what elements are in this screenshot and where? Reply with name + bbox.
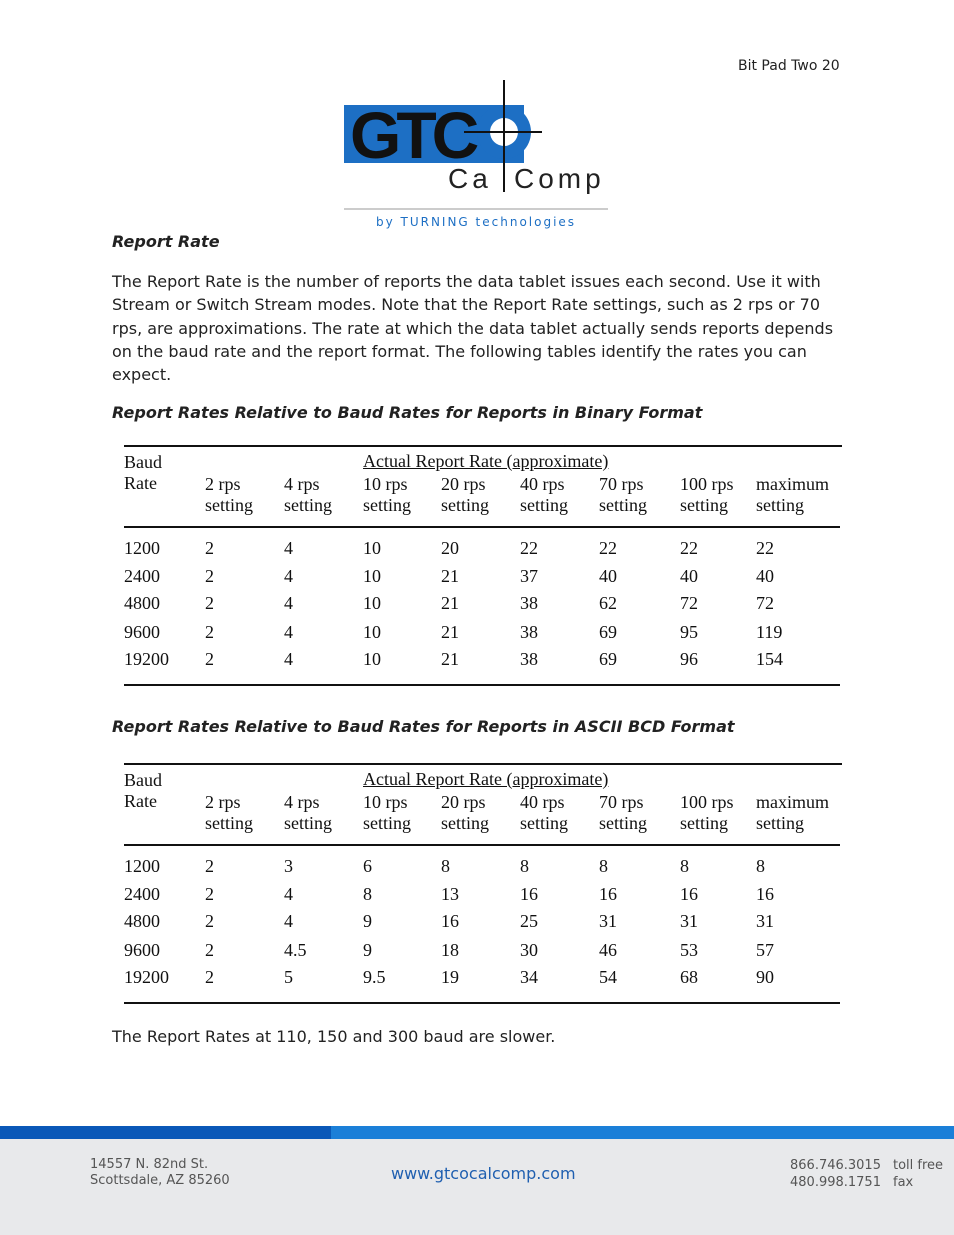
report-rate-cell: 21 (441, 622, 459, 642)
baud-rate-cell: 4800 (124, 593, 160, 613)
report-rate-cell: 31 (756, 911, 774, 931)
report-rate-cell: 20 (441, 538, 459, 558)
report-rate-cell: 62 (599, 593, 617, 613)
header-line: 70 rps (599, 474, 644, 494)
header-line: 40 rps (520, 792, 565, 812)
report-rate-cell: 46 (599, 940, 617, 960)
table-rule (124, 844, 840, 846)
baud-rate-cell: 1200 (124, 856, 160, 876)
report-rate-cell: 4 (284, 884, 293, 904)
report-rate-cell: 69 (599, 649, 617, 669)
header-line: Baud (124, 452, 162, 472)
report-rate-cell: 40 (599, 566, 617, 586)
report-rate-cell: 2 (205, 538, 214, 558)
report-rate-cell: 10 (363, 622, 381, 642)
report-rate-cell: 31 (599, 911, 617, 931)
header-line: setting (520, 813, 568, 833)
header-line: 70 rps (599, 792, 644, 812)
report-rate-cell: 69 (599, 622, 617, 642)
report-rate-cell: 4 (284, 649, 293, 669)
fax-number: 480.998.1751 (790, 1174, 881, 1190)
report-rate-cell: 4 (284, 566, 293, 586)
report-rate-cell: 21 (441, 566, 459, 586)
group-header-label: Actual Report Rate (approximate) (363, 769, 609, 789)
header-line: setting (756, 813, 804, 833)
header-line: 4 rps (284, 792, 320, 812)
report-rate-cell: 31 (680, 911, 698, 931)
report-rate-cell: 96 (680, 649, 698, 669)
website-link[interactable]: www.gtcocalcomp.com (391, 1164, 576, 1183)
baud-rate-cell: 19200 (124, 967, 169, 987)
header-line: 20 rps (441, 792, 486, 812)
column-header (680, 792, 734, 834)
header-line: setting (441, 495, 489, 515)
report-rate-cell: 38 (520, 649, 538, 669)
report-rate-cell: 22 (520, 538, 538, 558)
report-rate-cell: 21 (441, 649, 459, 669)
svg-text:Ca: Ca (448, 163, 492, 194)
report-rate-cell: 2 (205, 967, 214, 987)
header-line: setting (756, 495, 804, 515)
column-header (756, 792, 829, 834)
baud-rate-cell: 9600 (124, 940, 160, 960)
header-line: Baud (124, 770, 162, 790)
column-header (520, 474, 568, 516)
report-rate-cell: 10 (363, 649, 381, 669)
baud-rate-cell: 9600 (124, 622, 160, 642)
baud-rate-cell: 2400 (124, 884, 160, 904)
header-line: setting (363, 813, 411, 833)
gtco-calcomp-logo (344, 80, 612, 232)
report-rate-cell: 2 (205, 856, 214, 876)
column-header (205, 792, 253, 834)
report-rate-cell: 10 (363, 593, 381, 613)
header-line: setting (599, 813, 647, 833)
header-line: setting (284, 495, 332, 515)
footer-phones (790, 1158, 881, 1191)
report-rate-cell: 38 (520, 593, 538, 613)
header-line: setting (680, 495, 728, 515)
report-rate-cell: 4 (284, 538, 293, 558)
header-line: setting (599, 495, 647, 515)
report-rate-cell: 16 (680, 884, 698, 904)
header-line: setting (441, 813, 489, 833)
footer-phone-labels (893, 1158, 943, 1191)
report-rate-cell: 8 (680, 856, 689, 876)
report-rate-cell: 3 (284, 856, 293, 876)
report-rate-cell: 16 (599, 884, 617, 904)
report-rate-cell: 16 (520, 884, 538, 904)
svg-text:by TURNING technologies: by TURNING technologies (375, 215, 577, 229)
group-header-label: Actual Report Rate (approximate) (363, 451, 609, 471)
report-rate-cell: 53 (680, 940, 698, 960)
column-header (441, 474, 489, 516)
report-rate-cell: 8 (520, 856, 529, 876)
header-line: 4 rps (284, 474, 320, 494)
report-rate-cell: 10 (363, 538, 381, 558)
svg-text:Comp: Comp (514, 163, 605, 194)
header-line: 2 rps (205, 792, 241, 812)
report-rate-cell: 9 (363, 940, 372, 960)
column-header (284, 474, 332, 516)
column-header (284, 792, 332, 834)
header-line: Rate (124, 791, 157, 811)
header-line: setting (680, 813, 728, 833)
table-rule (124, 684, 840, 686)
report-rate-cell: 4.5 (284, 940, 307, 960)
report-rate-cell: 2 (205, 940, 214, 960)
report-rate-cell: 22 (756, 538, 774, 558)
column-header-baud-rate (124, 770, 162, 812)
report-rate-cell: 90 (756, 967, 774, 987)
report-rate-cell: 8 (599, 856, 608, 876)
report-rate-cell: 9.5 (363, 967, 386, 987)
report-rate-cell: 119 (756, 622, 783, 642)
report-rate-cell: 25 (520, 911, 538, 931)
column-header (520, 792, 568, 834)
table-rule (124, 1002, 840, 1004)
phone-label: toll free (893, 1158, 944, 1173)
closing-note: The Report Rates at 110, 150 and 300 baud are slower. (112, 1027, 556, 1046)
footer-accent-bar (0, 1126, 331, 1139)
phone-number: 866.746.3015 (790, 1158, 881, 1173)
column-header (680, 474, 734, 516)
baud-rate-cell: 4800 (124, 911, 160, 931)
report-rate-cell: 21 (441, 593, 459, 613)
report-rate-cell: 16 (756, 884, 774, 904)
report-rate-cell: 8 (441, 856, 450, 876)
header-line: setting (363, 495, 411, 515)
page-footer (0, 1126, 954, 1235)
report-rate-cell: 2 (205, 566, 214, 586)
report-rate-cell: 5 (284, 967, 293, 987)
report-rate-cell: 54 (599, 967, 617, 987)
report-rate-cell: 57 (756, 940, 774, 960)
report-rate-cell: 72 (680, 593, 698, 613)
header-line: 100 rps (680, 474, 734, 494)
report-rate-cell: 22 (599, 538, 617, 558)
header-line: setting (284, 813, 332, 833)
table-rule (124, 445, 842, 447)
report-rate-cell: 2 (205, 884, 214, 904)
report-rate-cell: 2 (205, 622, 214, 642)
header-line: setting (205, 495, 253, 515)
report-rate-cell: 13 (441, 884, 459, 904)
baud-rate-cell: 1200 (124, 538, 160, 558)
header-line: 100 rps (680, 792, 734, 812)
address-line: Scottsdale, AZ 85260 (90, 1172, 230, 1188)
header-line: 10 rps (363, 474, 408, 494)
column-header (756, 474, 829, 516)
table-rule (124, 526, 840, 528)
report-rate-cell: 2 (205, 911, 214, 931)
report-rate-cell: 30 (520, 940, 538, 960)
report-rate-cell: 40 (680, 566, 698, 586)
footer-address (90, 1157, 230, 1188)
report-rate-cell: 9 (363, 911, 372, 931)
column-header (599, 792, 647, 834)
header-line: setting (520, 495, 568, 515)
baud-rate-cell: 19200 (124, 649, 169, 669)
fax-label: fax (893, 1174, 914, 1190)
report-rate-cell: 16 (441, 911, 459, 931)
svg-text:GTC: GTC (350, 98, 475, 172)
header-line: Rate (124, 473, 157, 493)
section-body: The Report Rate is the number of reports the data tablet issues each second. Use it with Stream or Switch Stream modes. Note that the Report Rate settings, such as 2 rps or 70 rps, are approximations. The rate at which the data tablet actually sends reports depends on the baud rate and the report format. The following tables identify the rates you can expect. (112, 272, 834, 385)
report-rate-cell: 8 (363, 884, 372, 904)
page-header-label: Bit Pad Two 20 (738, 58, 840, 74)
report-rate-cell: 68 (680, 967, 698, 987)
report-rate-cell: 154 (756, 649, 783, 669)
report-rate-cell: 22 (680, 538, 698, 558)
baud-rate-cell: 2400 (124, 566, 160, 586)
report-rate-cell: 72 (756, 593, 774, 613)
column-header (363, 792, 411, 834)
column-header (599, 474, 647, 516)
table-rule (124, 763, 842, 765)
report-rate-cell: 95 (680, 622, 698, 642)
header-line: setting (205, 813, 253, 833)
header-line: 10 rps (363, 792, 408, 812)
column-header (205, 474, 253, 516)
column-header (363, 474, 411, 516)
report-rate-cell: 40 (756, 566, 774, 586)
table-2-title: Report Rates Relative to Baud Rates for Reports in ASCII BCD Format (112, 717, 735, 736)
report-rate-cell: 19 (441, 967, 459, 987)
header-line: maximum (756, 792, 829, 812)
header-line: maximum (756, 474, 829, 494)
footer-accent-bar (331, 1126, 954, 1139)
report-rate-cell: 2 (205, 593, 214, 613)
report-rate-cell: 18 (441, 940, 459, 960)
header-line: 40 rps (520, 474, 565, 494)
report-rate-cell: 4 (284, 622, 293, 642)
report-rate-cell: 4 (284, 911, 293, 931)
report-rate-cell: 2 (205, 649, 214, 669)
report-rate-cell: 37 (520, 566, 538, 586)
header-line: 2 rps (205, 474, 241, 494)
report-rate-cell: 8 (756, 856, 765, 876)
header-line: 20 rps (441, 474, 486, 494)
report-rate-cell: 4 (284, 593, 293, 613)
report-rate-cell: 34 (520, 967, 538, 987)
section-title: Report Rate (112, 232, 220, 251)
report-rate-cell: 38 (520, 622, 538, 642)
report-rate-cell: 10 (363, 566, 381, 586)
column-header-baud-rate (124, 452, 162, 494)
table-1-title: Report Rates Relative to Baud Rates for Reports in Binary Format (112, 403, 703, 422)
column-header (441, 792, 489, 834)
report-rate-cell: 6 (363, 856, 372, 876)
address-line: 14557 N. 82nd St. (90, 1157, 209, 1172)
